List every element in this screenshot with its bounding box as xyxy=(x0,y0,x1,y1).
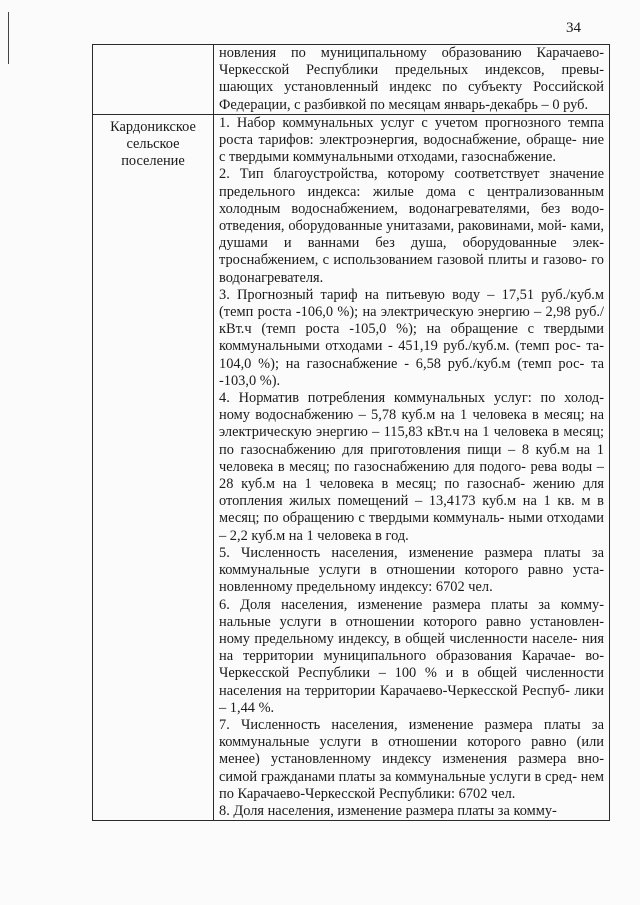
item-4-consumption-norms: 4. Норматив потребления коммунальных услуг: по холод- ному водоснабжению – 5,78 куб.м на 1 человека в месяц; на электрическую энергию – 115,83 кВт.ч на 1 человека в месяц; по газоснабжению для приготовления пищи – 8 куб.м на 1 человека в месяц; по газоснабжению для подого- рева воды – 28 куб.м на 1 человека в месяц; по газоснаб- жению для отопления жилых помещений – 13,4173 куб.м на 1 кв. м в месяц; по обращению с твердыми коммуналь- ными отходами – 2,2 куб.м на 1 человека в год. xyxy=(219,390,604,544)
table-row-previous xyxy=(93,45,610,115)
item-6-population-share: 6. Доля населения, изменение размера платы за комму- нальные услуги в отношении которого равно установлен- ному предельному индексу, в общей численности населе- ния на территории муниципального образования Карачае- во-Черкесской Республики – 100 % и в общей численности населения на территории Карачаево-Черкесской Респуб- лики – 1,44 %. xyxy=(219,596,604,716)
cell-settlement-name xyxy=(93,114,214,820)
text-block-continuation xyxy=(219,45,604,114)
item-5-population-count: 5. Численность населения, изменение размера платы за коммунальные услуги в отношении которого равно уста- новленному предельному индексу: 6702 чел. xyxy=(219,544,604,596)
text-line: Черкесской Республики предельных индексов, превы- xyxy=(219,62,604,79)
text-line: руб. xyxy=(563,96,589,113)
item-8-population-share-average: 8. Доля населения, изменение размера платы за комму- xyxy=(219,802,557,819)
item-7-population-count-average: 7. Численность населения, изменение размера платы за коммунальные услуги в отношении которого равно (или менее) установленному индексу изменения размера вно- симой гражданами платы за коммунальные услуги в сред- нем по Карачаево-Черкесской Республики: 6702 чел. xyxy=(219,716,604,802)
text-line: новления по муниципальному образованию Карачаево- xyxy=(219,45,604,61)
data-table xyxy=(92,44,610,821)
item-1-services: 1. Набор коммунальных услуг с учетом прогнозного темпа роста тарифов: электроэнергия, водоснабжение, обраще- ние с твердыми коммунальными отходами, газоснабжение. xyxy=(219,114,604,166)
cell-description xyxy=(214,114,610,820)
item-2-improvement-type: 2. Тип благоустройства, которому соответствует значение предельного индекса: жилые дома с централизованным холодным водоснабжением, водонагревателями, без водо- отведения, оборудованные унитазами, раковинами, мой- ками, душами и ваннами без душа, оборудованные элек- троснабжением, с использованием газовой плиты и газово- го водонагревателя. xyxy=(219,166,604,286)
cell-description xyxy=(214,45,610,115)
text-line: шающих установленный индекс по субъекту Российской xyxy=(219,79,604,96)
item-3-tariffs: 3. Прогнозный тариф на питьевую воду – 17,51 руб./куб.м (темп роста -106,0 %); на электрическую энергию – 2,98 руб./кВт.ч (темп роста -105,0 %); на обращение с твердыми коммунальными отходами - 451,19 руб./куб.м. (темп рос- та- 104,0 %); на газоснабжение - 6,58 руб./куб.м (темп рос- та -103,0 %). xyxy=(219,286,604,389)
cell-settlement-name xyxy=(93,45,214,115)
left-margin-line xyxy=(8,12,9,64)
text-line: Федерации, с разбивкой по месяцам январь-декабрь – 0 xyxy=(219,96,560,113)
page-number: 34 xyxy=(566,20,581,36)
settlement-name: Кардоникское сельское поселение xyxy=(110,118,196,170)
table-row-kardonikskoe xyxy=(93,114,610,820)
